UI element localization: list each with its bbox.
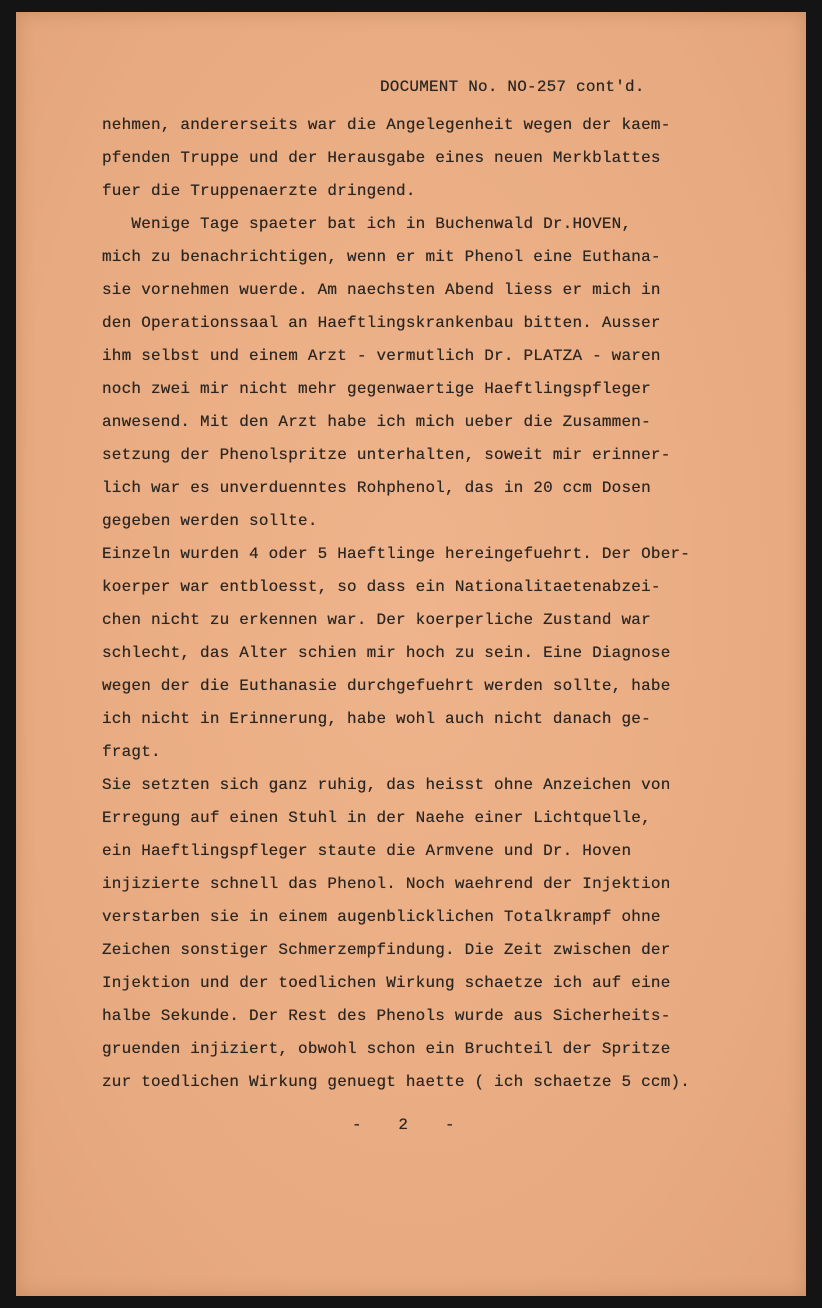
text-line: schlecht, das Alter schien mir hoch zu sein. Eine Diagnose — [102, 644, 671, 662]
page-number: - 2 - — [352, 1116, 457, 1134]
text-line: pfenden Truppe und der Herausgabe eines neuen Merkblattes — [102, 149, 661, 167]
text-line: ich nicht in Erinnerung, habe wohl auch nicht danach ge- — [102, 710, 651, 728]
text-line: lich war es unverduenntes Rohphenol, das in 20 ccm Dosen — [102, 479, 651, 497]
text-line: fragt. — [102, 743, 161, 761]
text-line: anwesend. Mit den Arzt habe ich mich ueber die Zusammen- — [102, 413, 651, 431]
text-line: noch zwei mir nicht mehr gegenwaertige Haeftlingspfleger — [102, 380, 651, 398]
text-line: setzung der Phenolspritze unterhalten, soweit mir erinner- — [102, 446, 671, 464]
text-line: injizierte schnell das Phenol. Noch waehrend der Injektion — [102, 875, 671, 893]
text-line: verstarben sie in einem augenblicklichen Totalkrampf ohne — [102, 908, 661, 926]
text-line: chen nicht zu erkennen war. Der koerperliche Zustand war — [102, 611, 651, 629]
text-line: Sie setzten sich ganz ruhig, das heisst ohne Anzeichen von — [102, 776, 671, 794]
text-line: Einzeln wurden 4 oder 5 Haeftlinge hereingefuehrt. Der Ober- — [102, 545, 691, 563]
text-line: zur toedlichen Wirkung genuegt haette ( ich schaetze 5 ccm). — [102, 1073, 691, 1091]
text-line: fuer die Truppenaerzte dringend. — [102, 182, 416, 200]
text-line: ihm selbst und einem Arzt - vermutlich Dr. PLATZA - waren — [102, 347, 661, 365]
document-header: DOCUMENT No. NO-257 cont'd. — [380, 78, 645, 96]
text-line: den Operationssaal an Haeftlingskrankenbau bitten. Ausser — [102, 314, 661, 332]
text-line: koerper war entbloesst, so dass ein Nationalitaetenabzei- — [102, 578, 661, 596]
text-line: Injektion und der toedlichen Wirkung schaetze ich auf eine — [102, 974, 671, 992]
document-page — [16, 12, 806, 1296]
text-line: mich zu benachrichtigen, wenn er mit Phenol eine Euthana- — [102, 248, 661, 266]
text-line: gegeben werden sollte. — [102, 512, 318, 530]
text-line: Wenige Tage spaeter bat ich in Buchenwald Dr.HOVEN, — [102, 215, 632, 233]
text-line: ein Haeftlingspfleger staute die Armvene und Dr. Hoven — [102, 842, 632, 860]
text-line: gruenden injiziert, obwohl schon ein Bruchteil der Spritze — [102, 1040, 671, 1058]
text-line: Zeichen sonstiger Schmerzempfindung. Die Zeit zwischen der — [102, 941, 671, 959]
text-line: wegen der die Euthanasie durchgefuehrt werden sollte, habe — [102, 677, 671, 695]
text-line: sie vornehmen wuerde. Am naechsten Abend liess er mich in — [102, 281, 661, 299]
text-line: nehmen, andererseits war die Angelegenheit wegen der kaem- — [102, 116, 671, 134]
text-line: halbe Sekunde. Der Rest des Phenols wurde aus Sicherheits- — [102, 1007, 671, 1025]
text-line: Erregung auf einen Stuhl in der Naehe einer Lichtquelle, — [102, 809, 651, 827]
